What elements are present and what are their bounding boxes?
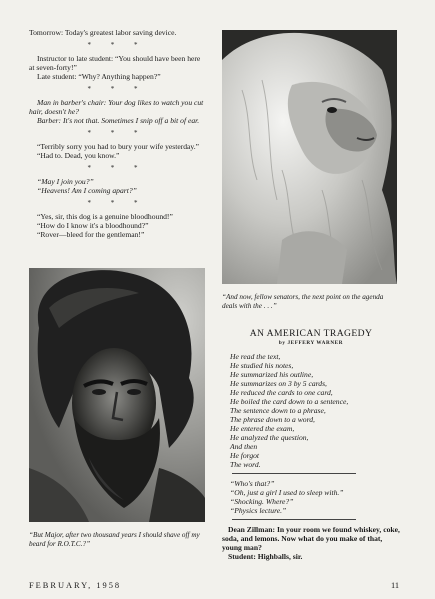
poem-byline: by JEFFERY WARNER bbox=[278, 340, 344, 346]
poem-section bbox=[222, 328, 400, 561]
poem-body bbox=[222, 352, 400, 469]
joke-wife-1: “Terribly sorry you had to bury your wife yesterday.” bbox=[37, 142, 199, 151]
joke-line: “Who's that?” bbox=[230, 479, 275, 488]
poem-line: He boiled the card down to a sentence, bbox=[230, 397, 349, 406]
separator: * * * bbox=[87, 129, 147, 137]
divider-rule bbox=[232, 519, 356, 520]
poem-title: AN AMERICAN TRAGEDY bbox=[249, 328, 373, 339]
joke-tomorrow: Tomorrow: Today's greatest labor saving device. bbox=[29, 28, 177, 37]
joke-late-student-1: Instructor to late student: “You should have been here at seven-forty!” bbox=[29, 54, 201, 72]
joke-join-1: “May I join you?” bbox=[37, 177, 94, 186]
poem-line: He analyzed the question, bbox=[230, 433, 309, 442]
poem-line: The phrase down to a word, bbox=[230, 415, 315, 424]
bearded-man-photo bbox=[29, 268, 205, 522]
joke-line: “Shocking. Where?” bbox=[230, 497, 294, 506]
poem-line: The sentence down to a phrase, bbox=[230, 406, 326, 415]
poem-line: The word. bbox=[230, 460, 261, 469]
joke-barber-1: Man in barber's chair: Your dog likes to watch you cut hair, doesn't he? bbox=[29, 98, 204, 116]
separator: * * * bbox=[87, 85, 147, 93]
joke-bloodhound-3: “Rover—bleed for the gentleman!” bbox=[37, 230, 145, 239]
baboon-image bbox=[222, 30, 397, 284]
separator: * * * bbox=[87, 199, 147, 207]
poem-line: He forgot bbox=[230, 451, 260, 460]
left-column bbox=[29, 28, 205, 239]
joke-wife-2: “Had to. Dead, you know.” bbox=[37, 151, 120, 160]
bearded-man-caption: “But Major, after two thousand years I should shave off my beard for R.O.T.C.?” bbox=[29, 531, 200, 548]
baboon-photo bbox=[222, 30, 397, 284]
joke-bloodhound-1: “Yes, sir, this dog is a genuine bloodhound!” bbox=[37, 212, 173, 221]
joke-student-line: Student: Highballs, sir. bbox=[228, 552, 303, 561]
joke-barber-2: Barber: It's not that. Sometimes I snip off a bit of ear. bbox=[37, 116, 200, 125]
divider-rule bbox=[232, 473, 356, 474]
joke-join-2: “Heavens! Am I coming apart?” bbox=[37, 186, 137, 195]
poem-line: He studied his notes, bbox=[230, 361, 294, 370]
joke-bloodhound-2: “How do I know it's a bloodhound?” bbox=[37, 221, 149, 230]
poem-line: And then bbox=[230, 442, 258, 451]
poem-line: He summarized his outline, bbox=[230, 370, 314, 379]
bearded-man-image bbox=[29, 268, 205, 522]
joke-whos-that bbox=[222, 479, 400, 515]
separator: * * * bbox=[87, 164, 147, 172]
poem-line: He reduced the cards to one card, bbox=[230, 388, 333, 397]
joke-line: “Physics lecture.” bbox=[230, 506, 287, 515]
joke-line: “Oh, just a girl I used to sleep with.” bbox=[230, 488, 344, 497]
poem-line: He read the text, bbox=[230, 352, 281, 361]
poem-line: He entered the exam, bbox=[230, 424, 295, 433]
joke-dean-line: Dean Zillman: In your room we found whiskey, coke, soda, and lemons. Now what do you make of that, young man? bbox=[222, 525, 400, 552]
page-number: 11 bbox=[391, 581, 400, 590]
poem-line: He summarizes on 3 by 5 cards, bbox=[230, 379, 327, 388]
joke-late-student-2: Late student: “Why? Anything happen?” bbox=[37, 72, 161, 81]
baboon-caption: “And now, fellow senators, the next point on the agenda deals with the . . .” bbox=[222, 293, 384, 310]
separator: * * * bbox=[87, 41, 147, 49]
footer-date: FEBRUARY, 1958 bbox=[29, 581, 122, 590]
